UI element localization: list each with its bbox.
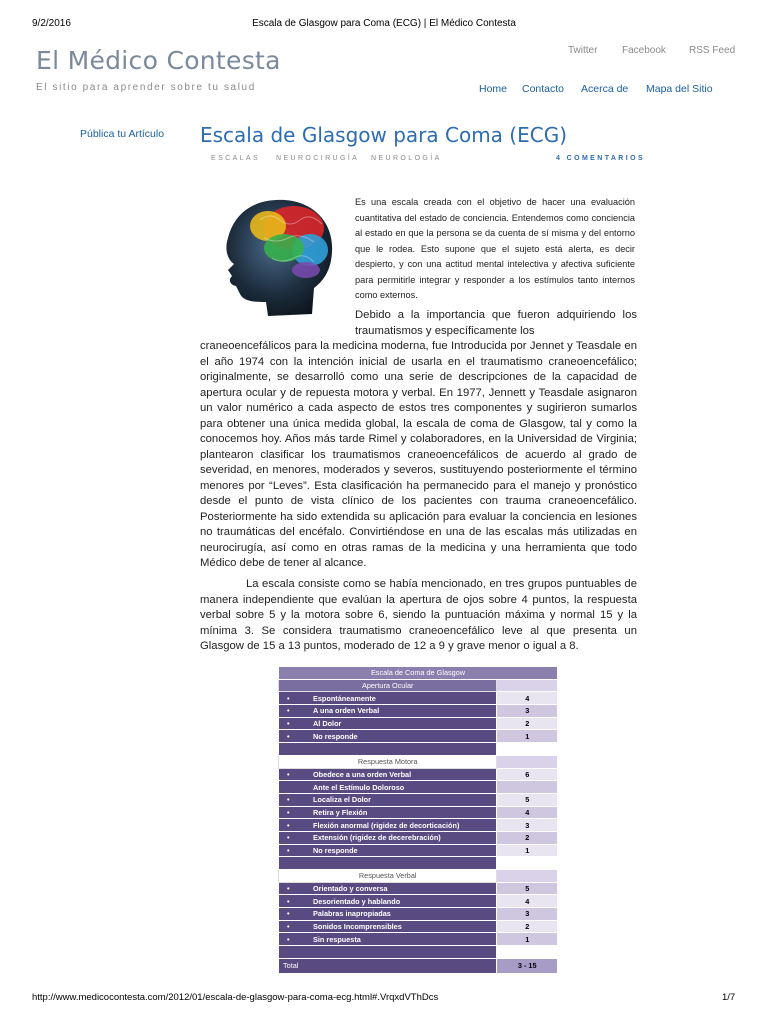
table-spacer: [279, 857, 497, 870]
table-row-label: • Desorientado y hablando: [279, 895, 497, 908]
table-section-header: Respuesta Verbal: [279, 870, 497, 883]
brain-head-image: [210, 190, 344, 322]
rss-feed-link[interactable]: RSS Feed: [689, 45, 736, 56]
post-paragraph-1-start: Debido a la importancia que fueron adquiriendo los traumatismos y específicamente los: [355, 309, 637, 337]
table-row-label: • Sin respuesta: [279, 933, 497, 946]
table-row-value: 5: [497, 882, 558, 895]
print-header: [0, 0, 768, 30]
table-row-label: • No responde: [279, 730, 497, 743]
nav-contacto[interactable]: Contacto: [522, 83, 565, 95]
post-intro-text: Es una escala creada con el objetivo de hacer una evaluación cuantitativa del estado de conciencia. Entendemos como conciencia al estado en que la persona se da cuenta de sí misma y del entorno que le rodea. Esto supone que el sujeto está alerta, es decir despierto, y con una actitud mental intelectiva y afectiva suficiente para permitirle integrar y responder a los estímulos tanto internos como externos.: [355, 197, 635, 300]
table-row-label: • Extensión (rigidez de decerebración): [279, 831, 497, 844]
table-row-value: 5: [497, 793, 558, 806]
print-footer-url: http://www.medicocontesta.com/2012/01/escala-de-glasgow-para-coma-ecg.html#.VrqxdVThDcs: [32, 992, 439, 1003]
table-row-label: • Flexión anormal (rigidez de decorticación): [279, 819, 497, 832]
category-link-escalas[interactable]: ESCALAS: [211, 155, 261, 162]
table-row-label: • Localiza el Dolor: [279, 793, 497, 806]
table-row-label: • Retira y Flexión: [279, 806, 497, 819]
table-row-label: • No responde: [279, 844, 497, 857]
table-row-label: • Sonidos Incomprensibles: [279, 920, 497, 933]
table-title: Escala de Coma de Glasgow: [279, 667, 558, 680]
category-link-neurologia[interactable]: NEUROLOGÍA: [371, 155, 442, 162]
table-row-label: • Palabras inapropiadas: [279, 908, 497, 921]
table-spacer: [279, 743, 497, 756]
sidebar-publish-article-link[interactable]: Pública tu Artículo: [80, 128, 165, 140]
table-row-value: 2: [497, 920, 558, 933]
site-tagline: El sitio para aprender sobre tu salud: [36, 82, 256, 93]
table-row-value: 2: [497, 831, 558, 844]
nav-home[interactable]: Home: [479, 83, 508, 95]
table-row-label: • Al Dolor: [279, 717, 497, 730]
table-sub-header: Ante el Estímulo Doloroso: [279, 781, 497, 794]
table-row-label: • Obedece a una orden Verbal: [279, 768, 497, 781]
table-row-label: • Espontáneamente: [279, 692, 497, 705]
table-total-label: Total: [279, 958, 497, 973]
table-row-label: • A una orden Verbal: [279, 705, 497, 718]
post-paragraph-1-rest: craneoencefálicos para la medicina moderna, fue Introducida por Jennet y Teasdale en el año 1974 con la intención inicial de usarla en el traumatismo craneoencefálico; originalmente, se desarrolló como una serie de descripciones de la capacidad de apertura ocular y de repuesta motora y verbal. En 1977, Jennett y Teasdale asignaron un valor numérico a cada aspecto de estos tres componentes y sugirieron sumarlos para obtener una única medida global, la escala de coma de Glasgow, tal y como la conocemos hoy. Años más tarde Rimel y colaboradores, en la Universidad de Virginia; plantearon clasificar los traumatismos craneoencefálicos de acuerdo al grado de severidad, en menores, moderados y severos, sustituyendo posteriormente el término menores por “Leves”. Esta clasificación ha permanecido para el manejo y pronóstico desde el punto de vista clínico de los pacientes con trauma craneoencefálico. Posteriormente ha sido extendida su aplicación para evaluar la conciencia en lesiones no traumáticas del encéfalo. Convirtiéndose en una de las escalas más utilizadas en neurocirugía, así como en otras ramas de la medicina y una herramienta que todo Médico debe de tener al alcance.: [200, 340, 637, 569]
table-row-value: 2: [497, 717, 558, 730]
print-page-title: Escala de Glasgow para Coma (ECG) | El Médico Contesta: [252, 18, 516, 29]
site-title-link[interactable]: El Médico Contesta: [36, 46, 281, 75]
comments-link[interactable]: 4 COMENTARIOS: [556, 155, 646, 162]
post-paragraph-2: La escala consiste como se había mencionado, en tres grupos puntuables de manera independiente que evalúan la apertura de ojos sobre 4 puntos, la respuesta verbal sobre 5 y la motora sobre 6, siendo la puntuación máxima y normal 15 y la mínima 3. Se considera traumatismo craneoencefálico leve al que presenta un Glasgow de 15 a 13 puntos, moderado de 12 a 9 y grave menor o igual a 8.: [200, 578, 637, 652]
table-section-header: Apertura Ocular: [279, 679, 497, 692]
post-title: Escala de Glasgow para Coma (ECG): [200, 123, 568, 147]
table-row-value: 6: [497, 768, 558, 781]
post-paragraph-1: [200, 308, 637, 572]
table-section-header: Respuesta Motora: [279, 755, 497, 768]
category-link-neurocirugia[interactable]: NEUROCIRUGÍA: [276, 155, 360, 162]
print-page-number: 1/7: [722, 992, 736, 1003]
facebook-link[interactable]: Facebook: [622, 45, 666, 56]
table-row-value: 3: [497, 908, 558, 921]
nav-mapa-del-sitio[interactable]: Mapa del Sitio: [646, 83, 713, 95]
table-row-value: 4: [497, 692, 558, 705]
glasgow-scale-table: [278, 666, 558, 974]
table-row-value: 1: [497, 844, 558, 857]
table-row-value: 3: [497, 705, 558, 718]
table-total-value: 3 - 15: [497, 958, 558, 973]
table-row-value: 4: [497, 806, 558, 819]
print-date: 9/2/2016: [32, 18, 71, 29]
table-row-value: 1: [497, 933, 558, 946]
table-spacer: [279, 946, 497, 959]
table-row-value: 3: [497, 819, 558, 832]
table-row-value: 1: [497, 730, 558, 743]
table-row-value: 4: [497, 895, 558, 908]
twitter-link[interactable]: Twitter: [568, 45, 598, 56]
nav-acerca-de[interactable]: Acerca de: [581, 83, 629, 95]
table-row-label: • Orientado y conversa: [279, 882, 497, 895]
